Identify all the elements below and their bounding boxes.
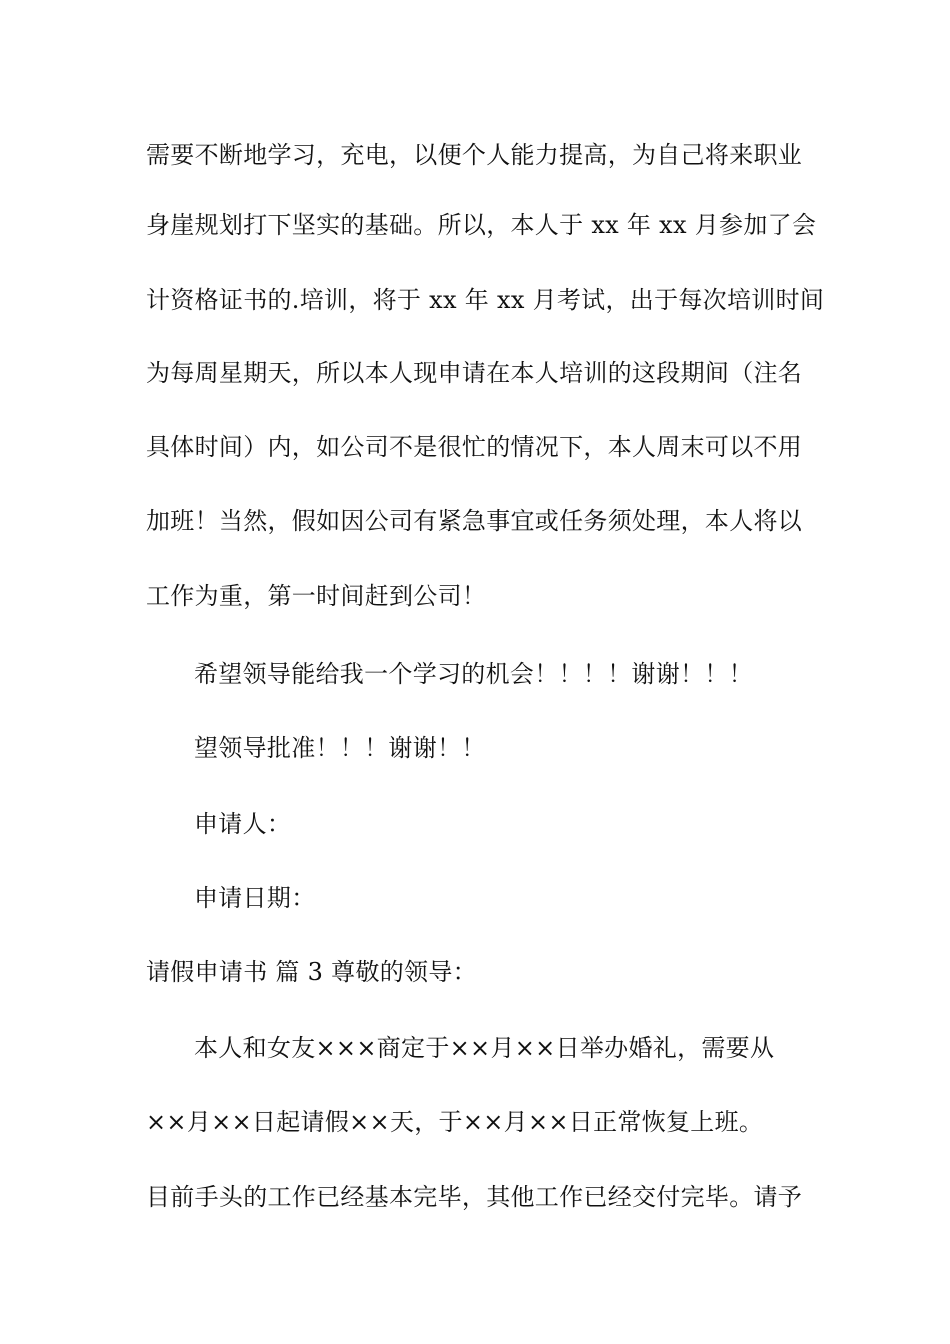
paragraph-line: 目前手头的工作已经基本完毕，其他工作已经交付完毕。请予 bbox=[146, 1183, 803, 1211]
paragraph-line: 加班！当然，假如因公司有紧急事宜或任务须处理，本人将以 bbox=[146, 507, 803, 535]
paragraph-line: 需要不断地学习，充电，以便个人能力提高，为自己将来职业 bbox=[146, 141, 803, 169]
paragraph-line: 工作为重，第一时间赶到公司！ bbox=[146, 582, 487, 610]
section-heading: 请假申请书 篇 3 尊敬的领导： bbox=[146, 958, 477, 986]
applicant-label: 申请人： bbox=[194, 810, 292, 838]
paragraph-line: 计资格证书的.培训，将于 xx 年 xx 月考试，出于每次培训时间 bbox=[146, 286, 825, 314]
approve-line: 望领导批准！！！谢谢！！ bbox=[194, 734, 486, 762]
date-label: 申请日期： bbox=[194, 884, 316, 912]
hope-line: 希望领导能给我一个学习的机会！！！！谢谢！！！ bbox=[194, 660, 753, 688]
paragraph-line: 本人和女友×××商定于××月××日举办婚礼，需要从 bbox=[194, 1034, 775, 1062]
paragraph-line: 身崖规划打下坚实的基础。所以，本人于 xx 年 xx 月参加了会 bbox=[146, 211, 817, 239]
paragraph-line: 为每周星期天，所以本人现申请在本人培训的这段期间（注名 bbox=[146, 359, 803, 387]
paragraph-line: 具体时间）内，如公司不是很忙的情况下，本人周末可以不用 bbox=[146, 433, 803, 461]
paragraph-line: ××月××日起请假××天，于××月××日正常恢复上班。 bbox=[146, 1108, 764, 1136]
